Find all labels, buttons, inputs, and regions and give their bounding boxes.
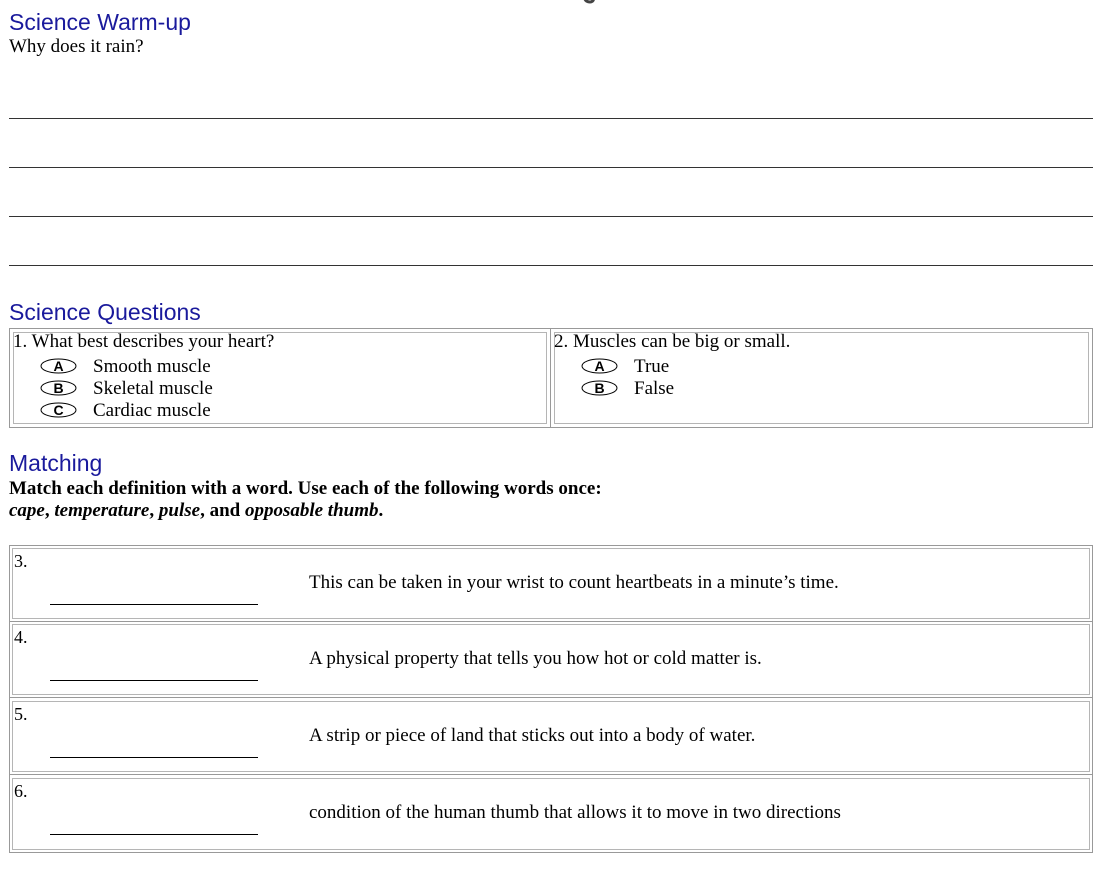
word-bank-word: temperature (54, 500, 150, 521)
answer-bubble-icon[interactable]: B (40, 380, 77, 396)
answer-blank[interactable] (50, 834, 258, 835)
answer-line-4[interactable] (9, 265, 1093, 266)
answer-bubble-icon[interactable]: C (40, 402, 77, 418)
matching-row (10, 622, 1092, 698)
warmup-prompt: Why does it rain? (9, 36, 144, 57)
answer-bubble-icon[interactable]: A (581, 358, 618, 374)
definition-text: A physical property that tells you how hot or cold matter is. (309, 648, 762, 669)
matching-row (10, 546, 1092, 622)
multiple-choice-table (9, 328, 1093, 428)
definition-text: A strip or piece of land that sticks out into a body of water. (309, 725, 756, 746)
answer-bubble-icon[interactable]: B (581, 380, 618, 396)
questions-title: Science Questions (9, 299, 201, 325)
q2-option-a[interactable]: A True (581, 357, 669, 376)
answer-line-3[interactable] (9, 216, 1093, 217)
item-number: 6. (14, 781, 28, 801)
q1-option-a[interactable]: A Smooth muscle (40, 357, 211, 376)
matching-title: Matching (9, 450, 103, 476)
q1-option-c[interactable]: C Cardiac muscle (40, 401, 211, 420)
answer-blank[interactable] (50, 604, 258, 605)
matching-table (9, 545, 1093, 853)
q1-option-b[interactable]: B Skeletal muscle (40, 379, 213, 398)
question-1-text: 1. What best describes your heart? (13, 331, 275, 352)
q2-option-b[interactable]: B False (581, 379, 674, 398)
matching-row (10, 699, 1092, 775)
word-bank-word: pulse (158, 500, 201, 521)
answer-blank[interactable] (50, 680, 258, 681)
question-2-text: 2. Muscles can be big or small. (554, 331, 791, 352)
word-bank-word: opposable thumb (244, 500, 379, 521)
warmup-title: Science Warm-up (9, 9, 191, 35)
definition-text: This can be taken in your wrist to count heartbeats in a minute’s time. (309, 572, 839, 593)
definition-text: condition of the human thumb that allows it to move in two directions (309, 802, 841, 823)
question-2-cell (551, 329, 1092, 427)
answer-line-2[interactable] (9, 167, 1093, 168)
question-1-cell (10, 329, 551, 427)
word-bank: cape, temperature, pulse, and opposable thumb. (9, 500, 384, 521)
item-number: 4. (14, 627, 28, 647)
answer-bubble-icon[interactable]: A (40, 358, 77, 374)
item-number: 3. (14, 551, 28, 571)
word-bank-word: cape (9, 500, 45, 521)
answer-blank[interactable] (50, 757, 258, 758)
answer-line-1[interactable] (9, 118, 1093, 119)
item-number: 5. (14, 704, 28, 724)
matching-instruction: Match each definition with a word. Use each of the following words once: (9, 478, 602, 499)
cropped-heading-fragment (582, 0, 596, 4)
matching-row (10, 776, 1092, 852)
